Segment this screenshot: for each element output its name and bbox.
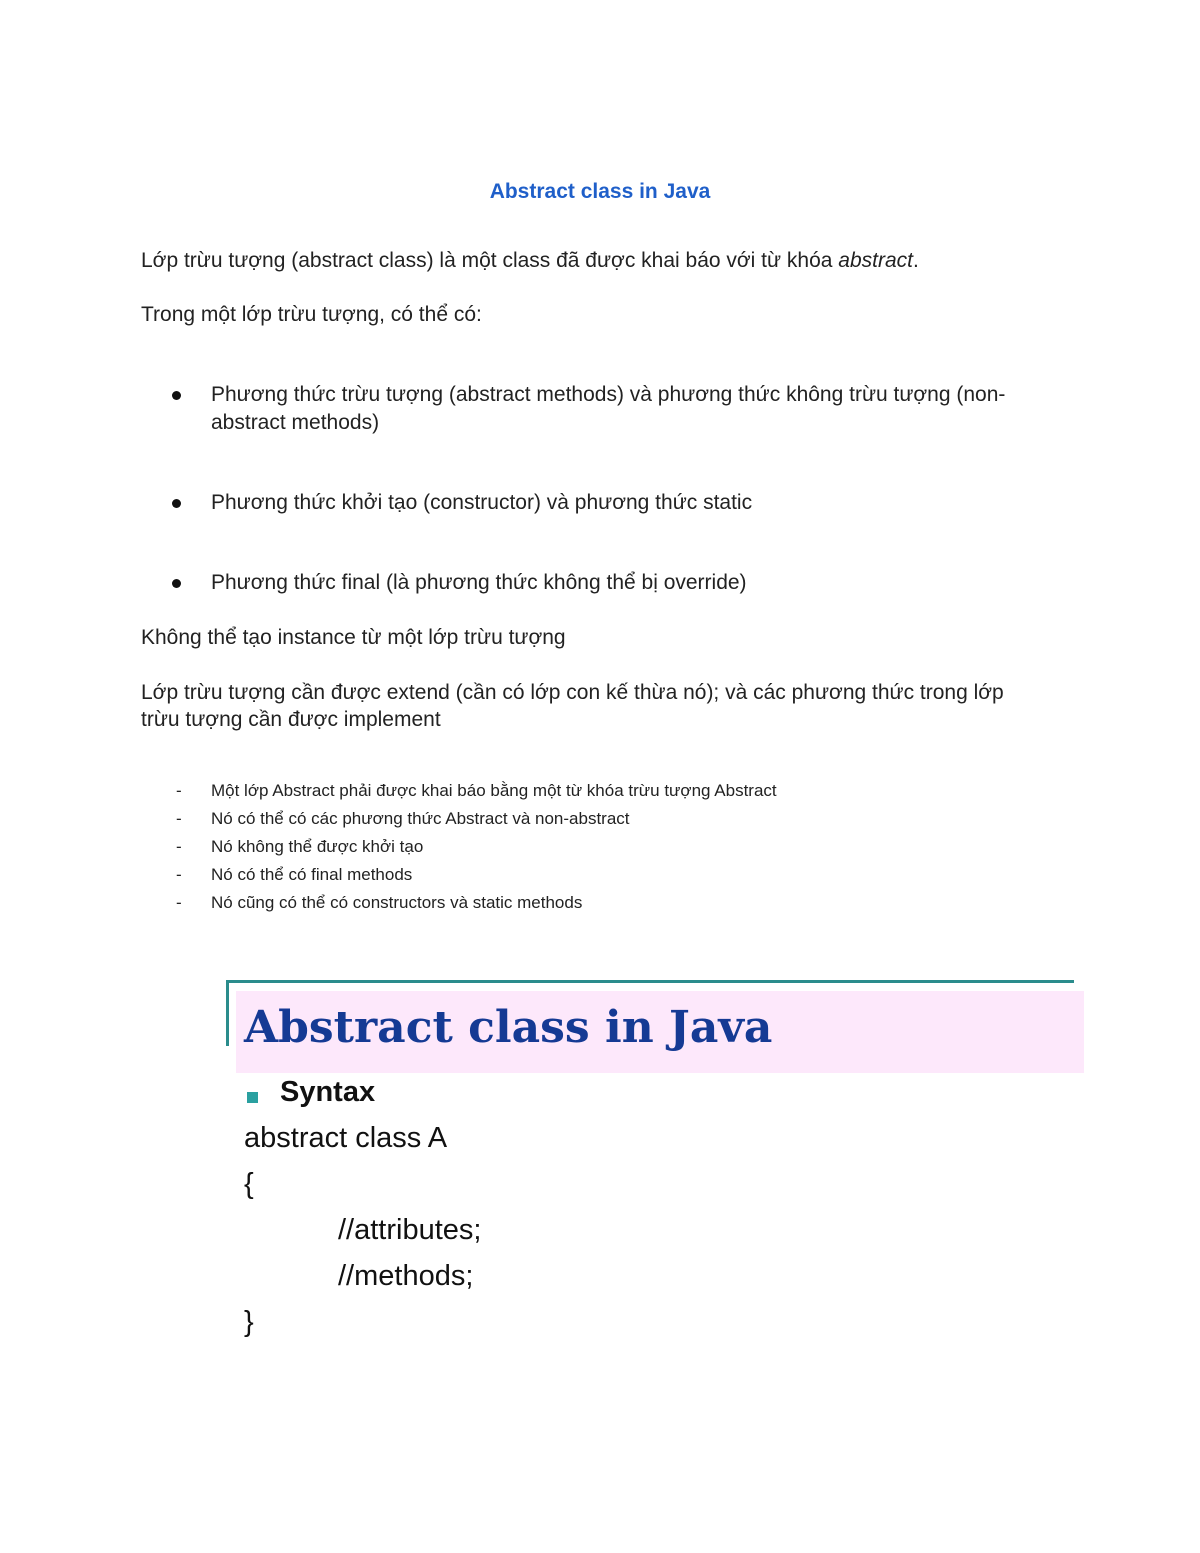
slide-image xyxy=(226,980,1086,1360)
dash-mark: - xyxy=(176,865,182,884)
code-line: } xyxy=(244,1306,254,1338)
slide-left-rule xyxy=(226,980,229,1046)
list-item xyxy=(176,780,777,802)
bullet-text: Phương thức khởi tạo (constructor) và phương thức static xyxy=(211,491,753,514)
code-line: abstract class A xyxy=(244,1122,448,1154)
code-line: { xyxy=(244,1168,254,1200)
bullet-text: Phương thức trừu tượng (abstract methods) và phương thức không trừu tượng (non-abstract methods) xyxy=(211,383,1006,434)
list-item xyxy=(172,381,1052,437)
dash-mark: - xyxy=(176,781,182,800)
dash-text: Nó có thể có các phương thức Abstract và non-abstract xyxy=(211,809,630,828)
bullet-dot-icon xyxy=(172,391,181,400)
slide-heading: Syntax xyxy=(280,1076,376,1108)
intro-paragraph xyxy=(141,247,1041,274)
square-bullet-icon xyxy=(247,1092,258,1103)
bullet-dot-icon xyxy=(172,499,181,508)
dash-mark: - xyxy=(176,837,182,856)
list-item xyxy=(176,892,582,914)
dash-mark: - xyxy=(176,809,182,828)
dash-text: Nó cũng có thể có constructors và static methods xyxy=(211,893,583,912)
slide-top-rule xyxy=(226,980,1074,983)
list-item xyxy=(172,569,1052,597)
list-item xyxy=(176,808,630,830)
code-line: //methods; xyxy=(338,1260,474,1292)
list-item xyxy=(176,864,412,886)
list-intro: Trong một lớp trừu tượng, có thể có: xyxy=(141,303,482,326)
dash-text: Một lớp Abstract phải được khai báo bằng một từ khóa trừu tượng Abstract xyxy=(211,781,777,800)
bullet-text: Phương thức final (là phương thức không thể bị override) xyxy=(211,571,747,594)
bullet-dot-icon xyxy=(172,579,181,588)
instance-paragraph: Không thể tạo instance từ một lớp trừu tượng xyxy=(141,626,566,649)
intro-text: Lớp trừu tượng (abstract class) là một class đã được khai báo với từ khóa xyxy=(141,249,839,272)
intro-end: . xyxy=(912,249,919,272)
intro-keyword: abstract xyxy=(838,249,913,272)
list-item xyxy=(176,836,423,858)
dash-mark: - xyxy=(176,893,182,912)
slide-title: Abstract class in Java xyxy=(244,1002,773,1053)
list-item xyxy=(172,489,1052,517)
extend-paragraph: Lớp trừu tượng cần được extend (cần có lớp con kế thừa nó); và các phương thức trong lớp trừu tượng cần được implement xyxy=(141,681,1004,731)
dash-text: Nó không thể được khởi tạo xyxy=(211,837,424,856)
page-title: Abstract class in Java xyxy=(489,180,711,203)
code-line: //attributes; xyxy=(338,1214,482,1246)
dash-text: Nó có thể có final methods xyxy=(211,865,413,884)
